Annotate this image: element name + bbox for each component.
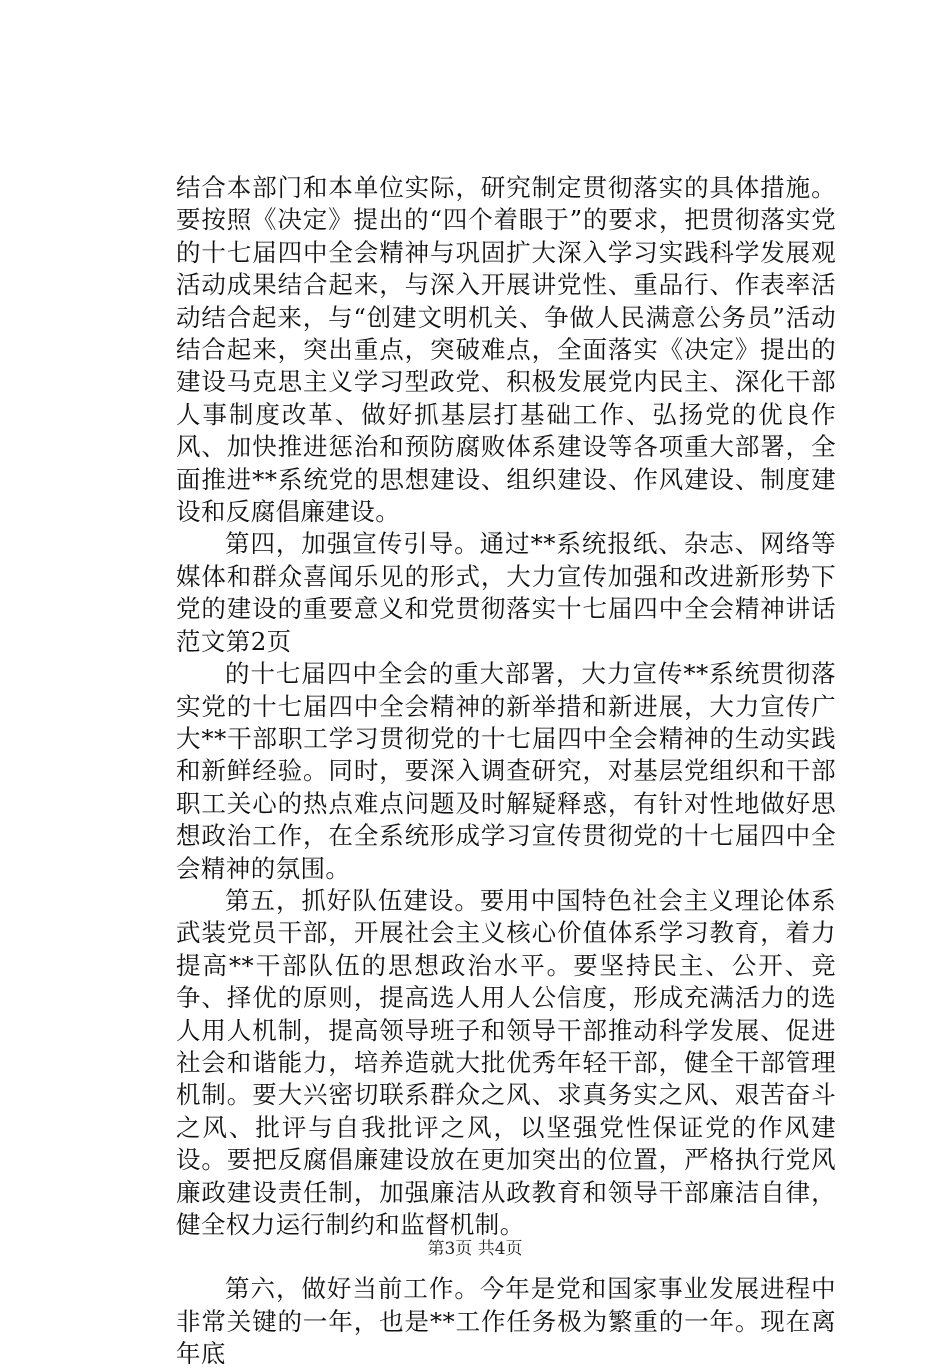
paragraph-4: 第五，抓好队伍建设。要用中国特色社会主义理论体系武装党员干部，开展社会主义核心价值体系学习教育，着力提高**干部队伍的思想政治水平。要坚持民主、公开、竞争、择优的原则，提高选人用人公信度，形成充满活力的选人用人机制，提高领导班子和领导干部推动科学发展、促进社会和谐能力，培养造就大批优秀年轻干部，健全干部管理机制。要大兴密切联系群众之风、求真务实之风、艰苦奋斗之风、批评与自我批评之风，以坚强党性保证党的作风建设。要把反腐倡廉建设放在更加突出的位置，严格执行党风廉政建设责任制，加强廉洁从政教育和领导干部廉洁自律，健全权力运行制约和监督机制。 — [176, 885, 836, 1239]
document-body — [176, 172, 836, 1371]
page-footer: 第3页 共4页 — [427, 1239, 523, 1259]
paragraph-5: 第六，做好当前工作。今年是党和国家事业发展进程中非常关键的一年，也是**工作任务极为繁重的一年。现在离年底 — [176, 1274, 836, 1369]
paragraph-3: 的十七届四中全会的重大部署，大力宣传**系统贯彻落实党的十七届四中全会精神的新举措和新进展，大力宣传广大**干部职工学习贯彻党的十七届四中全会精神的生动实践和新鲜经验。同时，要深入调查研究，对基层党组织和干部职工关心的热点难点问题及时解疑释惑，有针对性地做好思想政治工作，在全系统形成学习宣传贯彻党的十七届四中全会精神的氛围。 — [176, 659, 836, 883]
paragraph-1: 结合本部门和本单位实际，研究制定贯彻落实的具体措施。要按照《决定》提出的“四个着眼于”的要求，把贯彻落实党的十七届四中全会精神与巩固扩大深入学习实践科学发展观活动成果结合起来，与深入开展讲党性、重品行、作表率活动结合起来，与“创建文明机关、争做人民满意公务员”活动结合起来，突出重点，突破难点，全面落实《决定》提出的建设马克思主义学习型政党、积极发展党内民主、深化干部人事制度改革、做好抓基层打基础工作、弘扬党的优良作风、加快推进惩治和预防腐败体系建设等各项重大部署，全面推进**系统党的思想建设、组织建设、作风建设、制度建设和反腐倡廉建设。 — [176, 173, 836, 527]
paragraph-2: 第四，加强宣传引导。通过**系统报纸、杂志、网络等媒体和群众喜闻乐见的形式，大力宣传加强和改进新形势下党的建设的重要意义和党贯彻落实十七届四中全会精神讲话范文第2页 — [176, 529, 836, 656]
